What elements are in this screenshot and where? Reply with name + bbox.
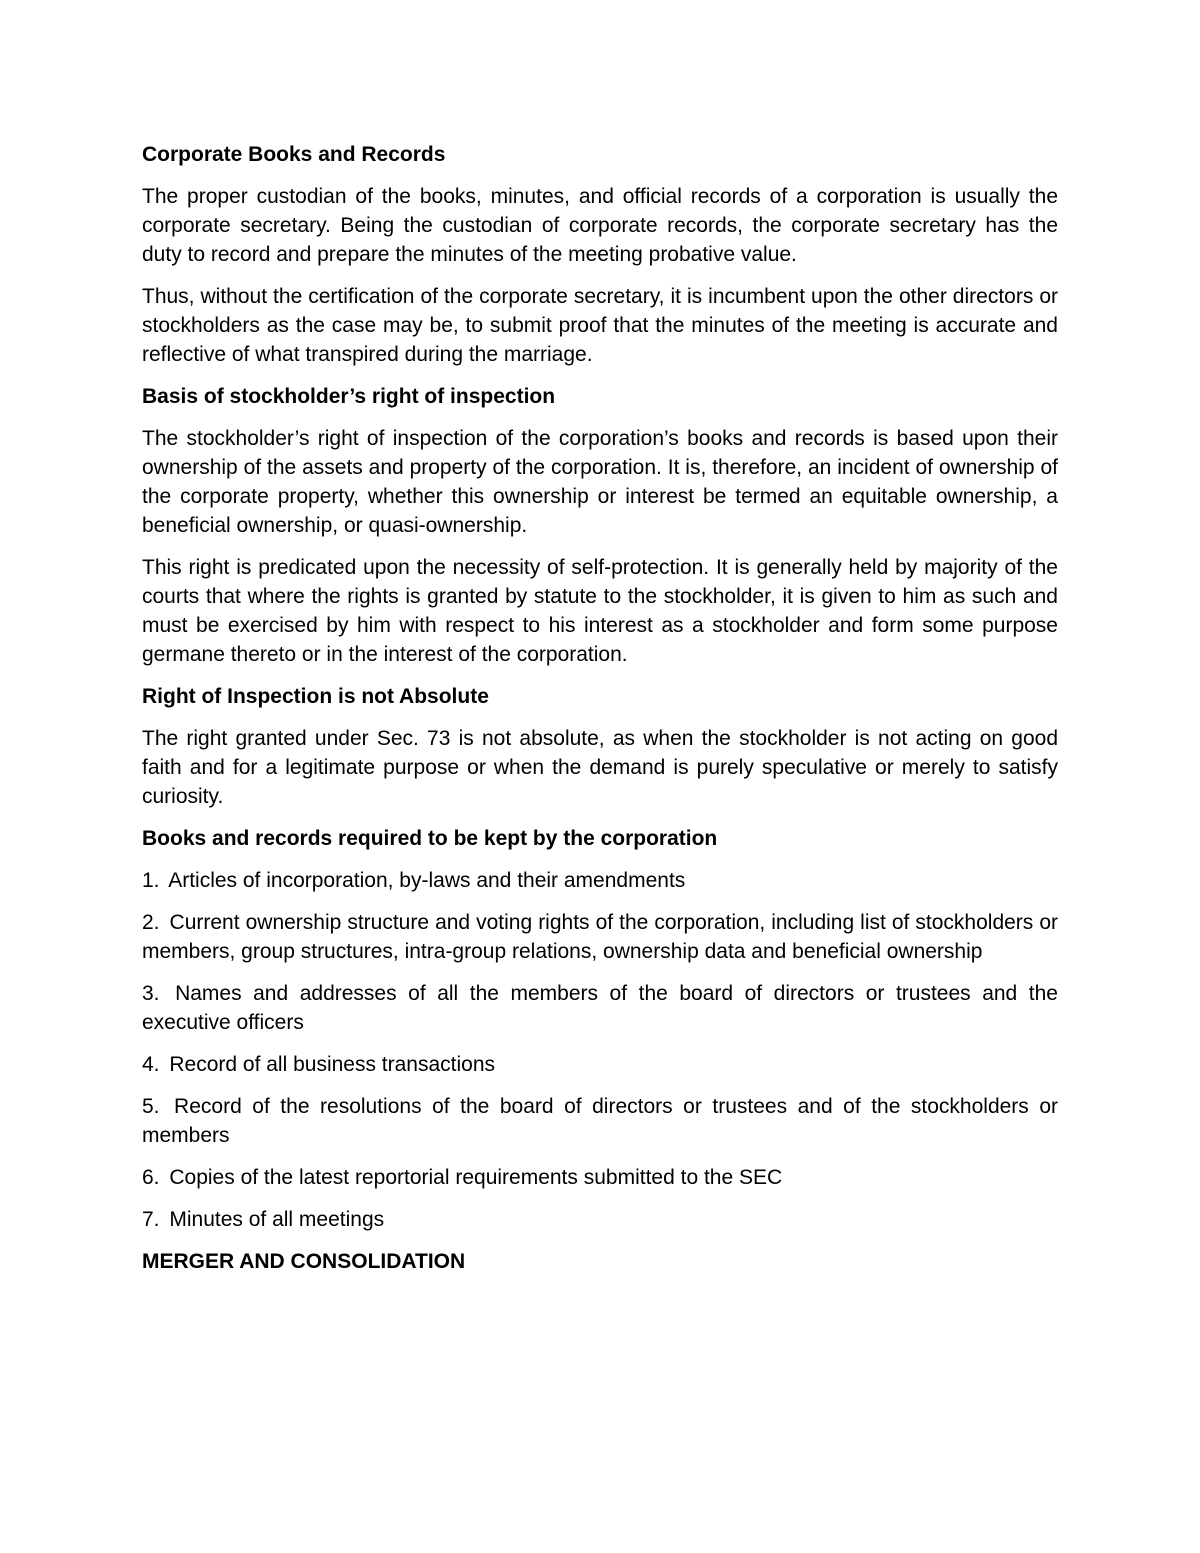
list-item bbox=[142, 1092, 1058, 1150]
list-item bbox=[142, 866, 1058, 895]
section-heading-corporate-books: Corporate Books and Records bbox=[142, 143, 446, 166]
paragraph-certification: Thus, without the certification of the corporate secretary, it is incumbent upon the other directors or stockholders as the case may be, to submit proof that the minutes of the meeting is accurate and reflective of what transpired during the marriage. bbox=[142, 285, 1058, 366]
list-item-text: Current ownership structure and voting rights of the corporation, including list of stockholders or members, group structures, intra-group relations, ownership data and beneficial ownership bbox=[142, 911, 1058, 963]
paragraph-sec-73: The right granted under Sec. 73 is not absolute, as when the stockholder is not acting on good faith and for a legitimate purpose or when the demand is purely speculative or merely to satisfy curiosity. bbox=[142, 727, 1058, 808]
section-heading-merger: MERGER AND CONSOLIDATION bbox=[142, 1250, 466, 1273]
list-item-number: 7. bbox=[142, 1208, 160, 1231]
list-item-number: 6. bbox=[142, 1166, 160, 1189]
list-item-text: Copies of the latest reportorial requirements submitted to the SEC bbox=[169, 1166, 783, 1189]
list-item-text: Record of all business transactions bbox=[169, 1053, 496, 1076]
section-heading-books-required: Books and records required to be kept by the corporation bbox=[142, 827, 718, 850]
list-item bbox=[142, 908, 1058, 966]
list-item-text: Articles of incorporation, by-laws and their amendments bbox=[168, 869, 686, 892]
list-item bbox=[142, 1163, 1058, 1192]
paragraph-ownership: The stockholder’s right of inspection of the corporation’s books and records is based upon their ownership of the assets and property of the corporation. It is, therefore, an incident of ownership of the corporate property, whether this ownership or interest be termed an equitable ownership, a beneficial ownership, or quasi-ownership. bbox=[142, 427, 1058, 537]
list-item-number: 3. bbox=[142, 982, 160, 1005]
section-heading-basis-inspection: Basis of stockholder’s right of inspection bbox=[142, 385, 556, 408]
list-item-text: Names and addresses of all the members of the board of directors or trustees and the executive officers bbox=[142, 982, 1058, 1034]
list-item bbox=[142, 1050, 1058, 1079]
list-item-number: 2. bbox=[142, 911, 160, 934]
paragraph-custodian: The proper custodian of the books, minutes, and official records of a corporation is usually the corporate secretary. Being the custodian of corporate records, the corporate secretary has the duty to record and prepare the minutes of the meeting probative value. bbox=[142, 185, 1058, 266]
list-item-number: 1. bbox=[142, 869, 160, 892]
list-item bbox=[142, 1205, 1058, 1234]
paragraph-self-protection: This right is predicated upon the necessity of self-protection. It is generally held by majority of the courts that where the rights is granted by statute to the stockholder, it is given to him as such and must be exercised by him with respect to his interest as a stockholder and form some purpose germane thereto or in the interest of the corporation. bbox=[142, 556, 1058, 666]
list-item-number: 4. bbox=[142, 1053, 160, 1076]
list-item-number: 5. bbox=[142, 1095, 160, 1118]
list-item-text: Record of the resolutions of the board of directors or trustees and of the stockholders or members bbox=[142, 1095, 1058, 1147]
document-page bbox=[142, 140, 1058, 1289]
list-item-text: Minutes of all meetings bbox=[169, 1208, 385, 1231]
section-heading-not-absolute: Right of Inspection is not Absolute bbox=[142, 685, 489, 708]
list-item bbox=[142, 979, 1058, 1037]
